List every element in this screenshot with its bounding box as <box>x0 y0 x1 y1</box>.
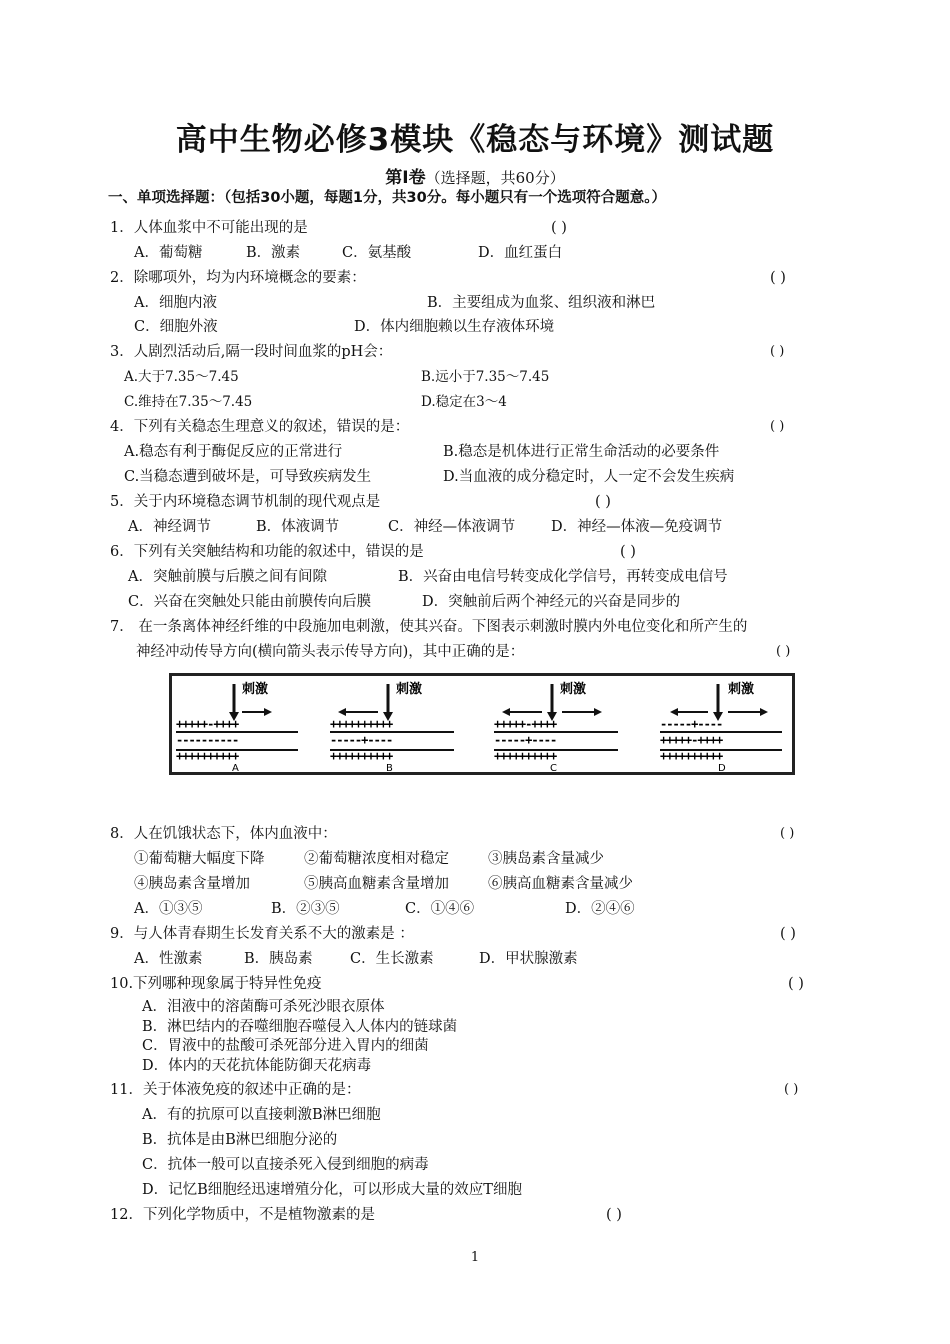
option: D．甲状腺激素 <box>479 951 578 967</box>
option: C．兴奋在突触处只能由前膜传向后膜 <box>128 594 372 610</box>
option: B．胰岛素 <box>244 951 313 967</box>
panel-label: C <box>550 763 557 772</box>
option: C．生长激素 <box>350 951 434 967</box>
option: A．①③⑤ <box>134 901 203 917</box>
question-stem: 12．下列化学物质中，不是植物激素的是 <box>110 1207 375 1223</box>
option: B．②③⑤ <box>271 901 340 917</box>
panel-label: B <box>386 763 393 772</box>
option: D．血红蛋白 <box>478 245 563 261</box>
answer-paren: ( ) <box>770 419 785 434</box>
question-stem: 2．除哪项外，均为内环境概念的要素： <box>110 270 366 286</box>
answer-paren: ( ) <box>780 926 796 942</box>
svg-text:----------: ---------- <box>176 733 239 747</box>
option: A.稳态有利于酶促反应的正常进行 <box>124 444 343 460</box>
option: D．②④⑥ <box>565 901 635 917</box>
svg-text:-----+----: -----+---- <box>494 733 557 747</box>
svg-text:++++++++++: ++++++++++ <box>330 717 393 731</box>
question-stem: 9．与人体青春期生长发育关系不大的激素是 ： <box>110 926 414 942</box>
option: B．主要组成为血浆、组织液和淋巴 <box>427 295 656 311</box>
stimulus-label: 刺激 <box>396 682 423 697</box>
option: D．突触前后两个神经元的兴奋是同步的 <box>422 594 681 610</box>
option: C．细胞外液 <box>134 319 218 335</box>
question-stem: 7． 在一条离体神经纤维的中段施加电刺激，使其兴奋。下图表示刺激时膜内外电位变化和所产生的 <box>110 619 748 635</box>
option: A．有的抗原可以直接刺激B淋巴细胞 <box>142 1107 381 1123</box>
option: A．泪液中的溶菌酶可杀死沙眼衣原体 <box>142 999 385 1015</box>
panel-label: D <box>718 763 726 772</box>
svg-text:+++++-++++: +++++-++++ <box>176 717 239 731</box>
option: C．①④⑥ <box>405 901 475 917</box>
question-stem: 10.下列哪种现象属于特异性免疫 <box>110 976 322 992</box>
option: B．抗体是由B淋巴细胞分泌的 <box>142 1132 338 1148</box>
stimulus-label: 刺激 <box>242 682 269 697</box>
answer-paren: ( ) <box>780 826 795 841</box>
panel-d <box>660 681 782 772</box>
option: D．神经—体液—免疫调节 <box>551 519 723 535</box>
volume-label: 第Ⅰ卷 <box>385 168 426 188</box>
answer-paren: ( ) <box>551 220 567 236</box>
option: B．淋巴结内的吞噬细胞吞噬侵入人体内的链球菌 <box>142 1019 458 1035</box>
option: D．记忆B细胞经迅速增殖分化，可以形成大量的效应T细胞 <box>142 1182 522 1198</box>
answer-paren: ( ) <box>606 1207 622 1223</box>
subtitle <box>0 163 950 188</box>
svg-text:++++++++++: ++++++++++ <box>330 749 393 763</box>
question-stem: 8．人在饥饿状态下，体内血液中： <box>110 826 337 842</box>
option: A．性激素 <box>134 951 203 967</box>
option: C．抗体一般可以直接杀死入侵到细胞的病毒 <box>142 1157 429 1173</box>
question-stem: 1．人体血浆中不可能出现的是 <box>110 220 308 236</box>
panel-a <box>176 681 298 772</box>
svg-text:++++++++++: ++++++++++ <box>660 749 723 763</box>
page-number: 1 <box>470 1250 480 1265</box>
option: A．突触前膜与后膜之间有间隙 <box>128 569 327 585</box>
stimulus-label: 刺激 <box>560 682 587 697</box>
volume-detail: （选择题，共60分） <box>425 169 565 187</box>
svg-text:-----+----: -----+---- <box>330 733 393 747</box>
question-stem: 3．人剧烈活动后,隔一段时间血浆的pH会： <box>110 344 393 360</box>
question-stem: 6．下列有关突触结构和功能的叙述中，错误的是 <box>110 544 424 560</box>
svg-text:-----+----: -----+---- <box>660 717 723 731</box>
option: A．葡萄糖 <box>134 245 203 261</box>
question-stem: 4．下列有关稳态生理意义的叙述，错误的是： <box>110 419 410 435</box>
option: C.维持在7.35～7.45 <box>124 394 253 410</box>
option: B．激素 <box>246 245 301 261</box>
svg-text:+++++-++++: +++++-++++ <box>660 733 723 747</box>
answer-paren: ( ) <box>776 644 791 659</box>
option: B.远小于7.35～7.45 <box>421 369 550 385</box>
option: C．神经—体液调节 <box>388 519 516 535</box>
svg-text:+++++-++++: +++++-++++ <box>494 717 557 731</box>
statement-item: ④胰岛素含量增加 <box>134 876 250 892</box>
nerve-fiber-diagram <box>172 676 792 772</box>
option: A．细胞内液 <box>134 295 217 311</box>
answer-paren: ( ) <box>620 544 636 560</box>
option: B.稳态是机体进行正常生命活动的必要条件 <box>443 444 720 460</box>
option: C．胃液中的盐酸可杀死部分进入胃内的细菌 <box>142 1038 429 1054</box>
option: B．体液调节 <box>256 519 340 535</box>
option: A．神经调节 <box>128 519 211 535</box>
option: D.稳定在3～4 <box>421 394 507 410</box>
svg-text:++++++++++: ++++++++++ <box>176 749 239 763</box>
stimulus-label: 刺激 <box>728 682 755 697</box>
answer-paren: ( ) <box>770 344 785 359</box>
option: C.当稳态遭到破坏是，可导致疾病发生 <box>124 469 372 485</box>
question-stem: 11．关于体液免疫的叙述中正确的是： <box>110 1082 361 1098</box>
nerve-fiber-figure <box>169 673 795 775</box>
statement-item: ⑥胰高血糖素含量减少 <box>488 876 633 892</box>
option: D．体内细胞赖以生存液体环境 <box>354 319 555 335</box>
option: B．兴奋由电信号转变成化学信号，再转变成电信号 <box>398 569 728 585</box>
option: C．氨基酸 <box>342 245 412 261</box>
statement-item: ③胰岛素含量减少 <box>488 851 604 867</box>
statement-item: ⑤胰高血糖素含量增加 <box>304 876 449 892</box>
question-stem-continued: 神经冲动传导方向(横向箭头表示传导方向)，其中正确的是： <box>136 644 525 660</box>
statement-item: ②葡萄糖浓度相对稳定 <box>304 851 449 867</box>
answer-paren: ( ) <box>784 1082 799 1097</box>
option: A.大于7.35～7.45 <box>124 369 239 385</box>
statement-item: ①葡萄糖大幅度下降 <box>134 851 265 867</box>
answer-paren: ( ) <box>595 494 611 510</box>
page-title: 高中生物必修3模块《稳态与环境》测试题 <box>175 122 775 158</box>
panel-b <box>330 681 454 772</box>
svg-text:++++++++++: ++++++++++ <box>494 749 557 763</box>
panel-label: A <box>232 763 239 772</box>
option: D．体内的天花抗体能防御天花病毒 <box>142 1058 372 1074</box>
panel-c <box>494 681 618 772</box>
answer-paren: ( ) <box>770 270 786 286</box>
answer-paren: ( ) <box>788 976 804 992</box>
section-heading: 一、单项选择题：（包括30小题，每题1分，共30分。每小题只有一个选项符合题意。） <box>108 190 666 206</box>
option: D.当血液的成分稳定时，人一定不会发生疾病 <box>443 469 735 485</box>
question-stem: 5．关于内环境稳态调节机制的现代观点是 <box>110 494 381 510</box>
